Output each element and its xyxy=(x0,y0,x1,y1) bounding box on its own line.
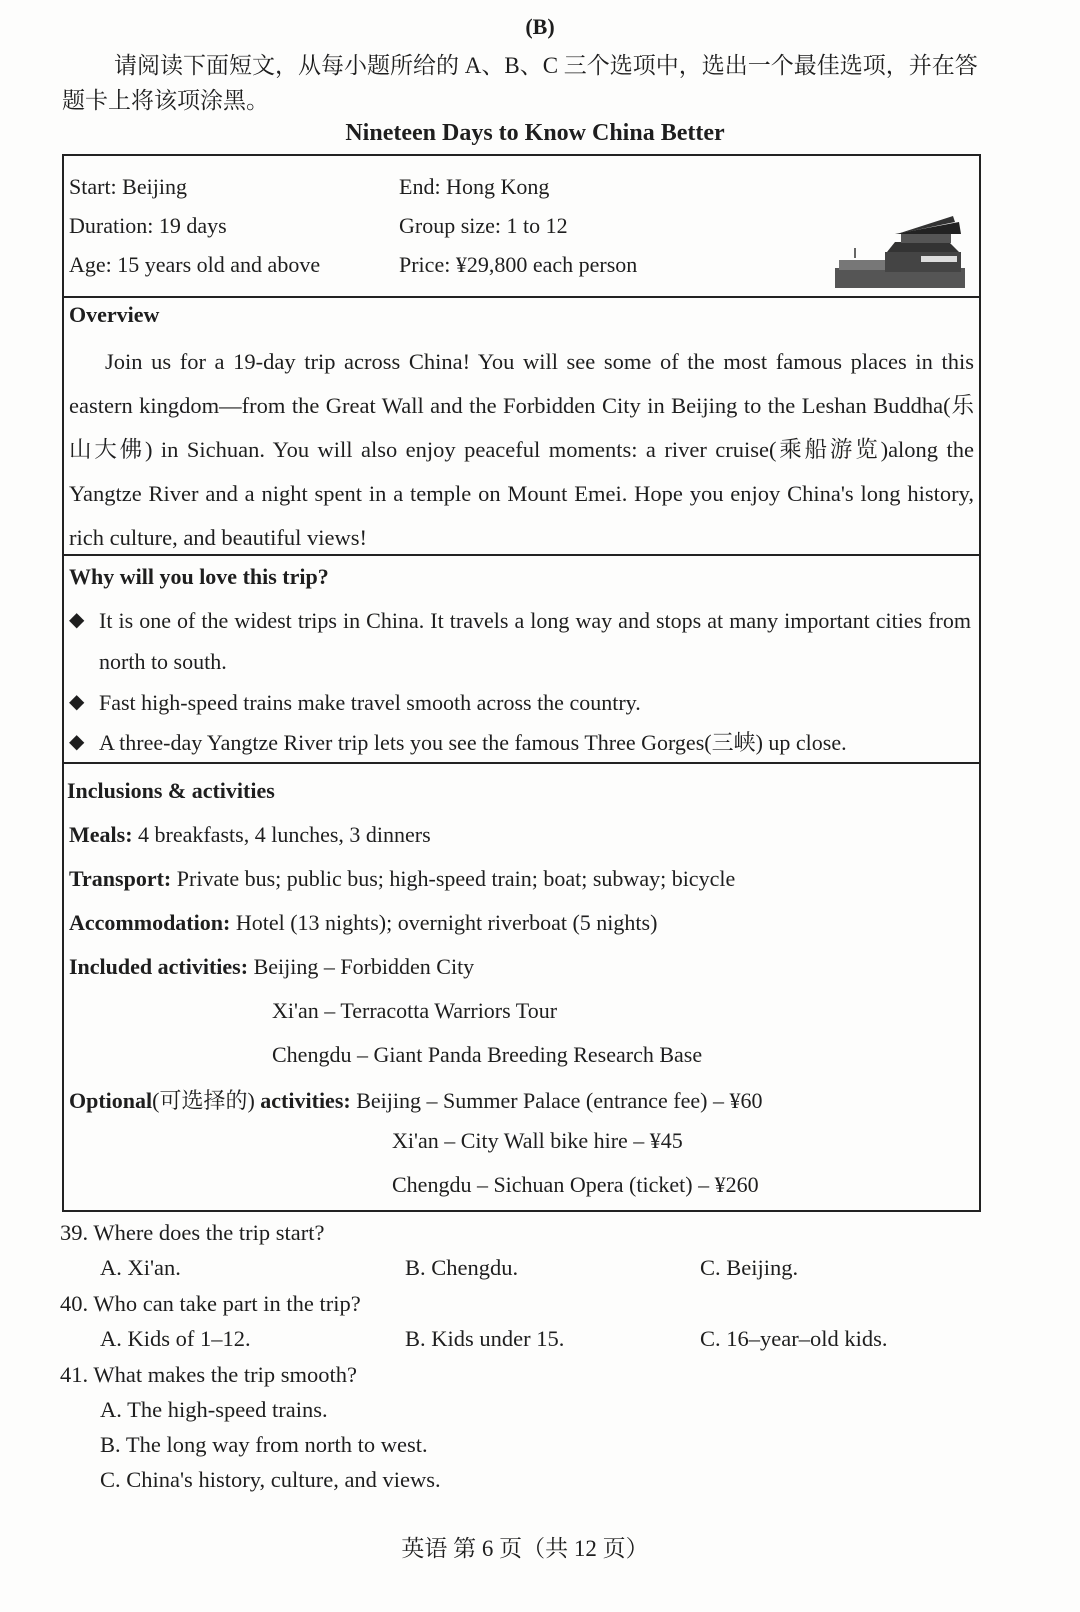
instructions xyxy=(62,48,1022,118)
diamond-bullet-icon: ◆ xyxy=(69,609,85,631)
transport-label: Transport: xyxy=(69,866,172,891)
overview-text: Join us for a 19-day trip across China! You will see some of the most famous places in this eastern kingdom—from the Great Wall and the Forbidden City in Beijing to the Leshan Buddha(乐山大佛) in Sichuan. You will also enjoy peaceful moments: a river cruise(乘船游览)along the Yangtze River and a night spent in a temple on Mount Emei. Hope you enjoy China's long history, rich culture, and beautiful views! xyxy=(69,349,974,550)
optional-activity-1: Beijing – Summer Palace (entrance fee) – ¥60 xyxy=(356,1088,763,1113)
q39-option-b[interactable]: B. Chengdu. xyxy=(405,1255,519,1280)
transport-value: Private bus; public bus; high-speed train; boat; subway; bicycle xyxy=(176,866,736,891)
overview-heading: Overview xyxy=(69,302,160,327)
question-40: 40. Who can take part in the trip? xyxy=(60,1291,361,1316)
included-activity-3: Chengdu – Giant Panda Breeding Research Base xyxy=(272,1042,703,1067)
included-activities-row xyxy=(69,954,474,980)
meals-value: 4 breakfasts, 4 lunches, 3 dinners xyxy=(138,822,431,847)
optional-activity-3: Chengdu – Sichuan Opera (ticket) – ¥260 xyxy=(392,1172,759,1197)
question-41: 41. What makes the trip smooth? xyxy=(60,1362,358,1387)
group-size-info: Group size: 1 to 12 xyxy=(399,213,568,238)
q40-option-b[interactable]: B. Kids under 15. xyxy=(405,1326,565,1351)
meals-row xyxy=(69,822,431,848)
price-info: Price: ¥29,800 each person xyxy=(399,252,638,277)
transport-row xyxy=(69,866,735,892)
accommodation-row xyxy=(69,910,657,936)
tiananmen-gate-icon xyxy=(835,212,965,290)
why-bullet-2: ◆ Fast high-speed trains make travel smooth across the country. xyxy=(69,682,971,723)
why-heading: Why will you love this trip? xyxy=(69,564,329,589)
why-bullet-1: ◆ It is one of the widest trips in China. It travels a long way and stops at many important cities from north to south. xyxy=(69,600,971,682)
q41-option-b[interactable]: B. The long way from north to west. xyxy=(100,1432,428,1457)
instructions-line-2: 题卡上将该项涂黑。 xyxy=(62,88,269,113)
why-bullet-3: ◆ A three-day Yangtze River trip lets you see the famous Three Gorges(三峡) up close. xyxy=(69,722,971,763)
included-activities-label: Included activities: xyxy=(69,954,249,979)
end-info: End: Hong Kong xyxy=(399,174,550,199)
age-info: Age: 15 years old and above xyxy=(69,252,321,277)
inclusions-section xyxy=(62,764,981,1212)
accommodation-label: Accommodation: xyxy=(69,910,231,935)
passage-title: Nineteen Days to Know China Better xyxy=(345,120,725,146)
trip-info-box xyxy=(62,154,981,298)
question-39: 39. Where does the trip start? xyxy=(60,1220,325,1245)
meals-label: Meals: xyxy=(69,822,133,847)
page-footer: 英语 第 6 页（共 12 页） xyxy=(401,1536,649,1561)
section-label: (B) xyxy=(525,14,555,39)
duration-info: Duration: 19 days xyxy=(69,213,227,238)
optional-label-cn: (可选择的) xyxy=(152,1088,255,1113)
q40-option-a[interactable]: A. Kids of 1–12. xyxy=(100,1326,251,1351)
q41-option-c[interactable]: C. China's history, culture, and views. xyxy=(100,1467,441,1492)
diamond-bullet-icon: ◆ xyxy=(69,731,85,753)
optional-label: Optional xyxy=(69,1088,153,1113)
q40-option-c[interactable]: C. 16–year–old kids. xyxy=(700,1326,888,1351)
start-info: Start: Beijing xyxy=(69,174,187,199)
instructions-line-1: 请阅读下面短文，从每小题所给的 A、B、C 三个选项中，选出一个最佳选项，并在答 xyxy=(114,53,978,78)
optional-activity-2: Xi'an – City Wall bike hire – ¥45 xyxy=(392,1128,683,1153)
why-section xyxy=(62,556,981,764)
inclusions-heading: Inclusions & activities xyxy=(67,778,275,803)
accommodation-value: Hotel (13 nights); overnight riverboat (5 nights) xyxy=(235,910,658,935)
included-activity-1: Beijing – Forbidden City xyxy=(253,954,475,979)
included-activity-2: Xi'an – Terracotta Warriors Tour xyxy=(272,998,558,1023)
q41-option-a[interactable]: A. The high-speed trains. xyxy=(100,1397,328,1422)
optional-activities-row xyxy=(69,1084,762,1115)
diamond-bullet-icon: ◆ xyxy=(69,691,85,713)
overview-section xyxy=(62,296,981,556)
q39-option-a[interactable]: A. Xi'an. xyxy=(100,1255,181,1280)
q39-option-c[interactable]: C. Beijing. xyxy=(700,1255,799,1280)
optional-activities-label: activities: xyxy=(260,1088,351,1113)
